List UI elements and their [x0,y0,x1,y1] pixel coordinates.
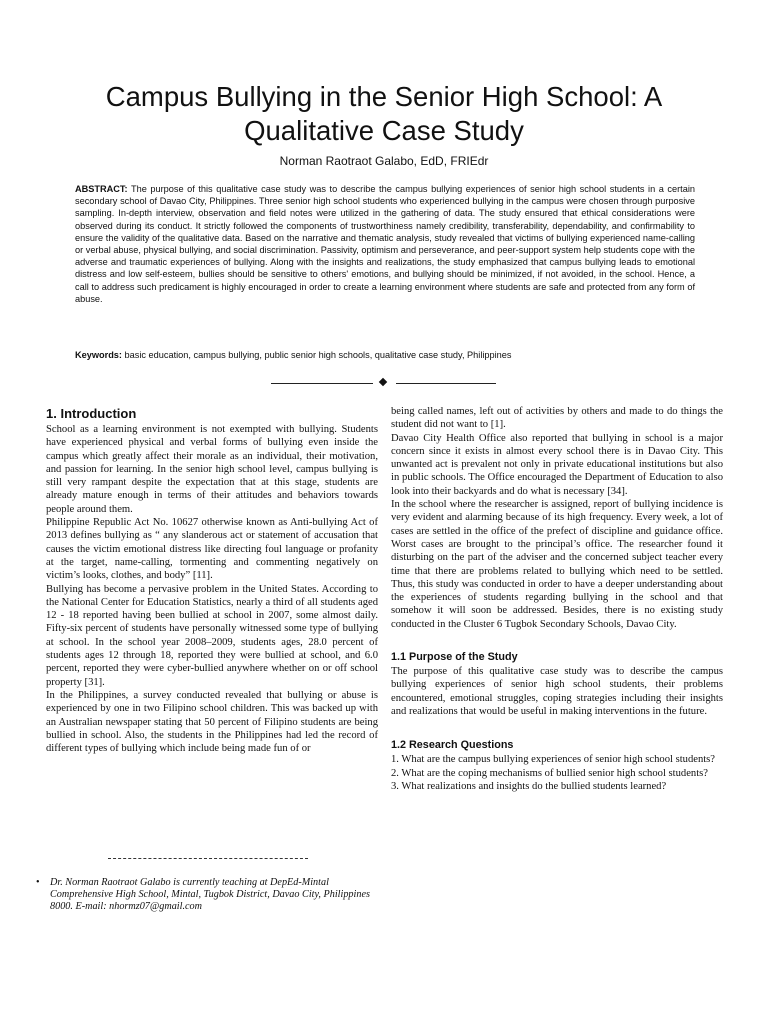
section-heading-introduction: 1. Introduction [46,406,137,421]
author-footnote [36,877,376,913]
footnote-separator [108,858,308,859]
footnote-text: Dr. Norman Raotraot Galabo is currently teaching at DepEd-Mintal Comprehensive High School, Mintal, Tugbok District, Davao City, Philippines 8000. E-mail: nhormz07@gmail.com [50,877,370,912]
footnote-bullet-icon: • [36,877,40,888]
keywords-label: Keywords: [75,350,122,360]
body-paragraph: In the school where the researcher is assigned, report of bullying incidence is very evident and alarming because of its high frequency. Every week, a lot of cases are settled in the office of the prefect of discipline and guidance office. Worst cases are brought to the principal’s office. The researcher found it disturbing on the part of the adviser and the concerned subject teacher every time that there are problems related to bullying which need to be settled. Thus, this study was conducted in order to have a deeper understanding about the experiences of students regarding bullying in the school and that somehow it will soon be addressed. Besides, there is no existing study conducted in the Cluster 6 Tugbok Secondary Schools, Davao City. [391,499,723,630]
research-question: 1. What are the campus bullying experiences of senior high school students? [391,754,716,766]
diamond-ornament-icon [379,378,387,386]
author-line: Norman Raotraot Galabo, EdD, FRIEdr [279,154,489,168]
divider-right [396,383,496,384]
divider-left [271,383,373,384]
left-column [46,405,378,755]
right-column [391,405,723,793]
keywords-text: basic education, campus bullying, public senior high schools, qualitative case study, Philippines [124,350,512,360]
purpose-paragraph: The purpose of this qualitative case study was to describe the campus bullying experiences of senior high school students, their problems encountered, emotional struggles, coping strategies including their insights and realizations that would be useful in making interventions in the future. [391,666,723,717]
abstract [75,183,695,305]
intro-paragraph: Bullying has become a pervasive problem in the United States. According to the National Center for Education Statistics, nearly a third of all students aged 12 - 18 reported having been bullied at school in 2007, some almost daily. Fifty-six percent of students have personally witnessed some type of bullying at school. In the school year 2008–2009, students ages, 28.0 percent of students ages 12 through 18, reported they were bullied at school, and 6.0 percent, reported they were cyber-bullied anywhere whether on or off school property [31]. [46,583,378,688]
keywords [75,349,695,361]
paper-title: Campus Bullying in the Senior High School: A Qualitative Case Study [105,81,663,146]
body-paragraph: being called names, left out of activities by others and made to do things the student did not want to [1]. [391,406,723,431]
research-question: 2. What are the coping mechanisms of bullied senior high school students? [391,767,708,779]
body-paragraph: Davao City Health Office also reported that bullying in school is a major concern since it exists in almost every school there is in Davao City. This unwanted act is prevalent not only in private educational institutions but also in public schools. The Office encouraged the Department of Education to also look into their backyards and do what is necessary [34]. [391,432,723,497]
intro-paragraph: School as a learning environment is not exempted with bullying. Students have experienced physical and verbal forms of bullying even inside the campus which greatly affect their morale as an individual, their motivation, and passion for learning. In the senior high school level, campus bullying is still very rampant despite the expectation that at this stage, students are already mature enough in terms of their attitudes and behaviors towards people around them. [46,424,378,515]
intro-paragraph: Philippine Republic Act No. 10627 otherwise known as Anti-bullying Act of 2013 defines bullying as “ any slanderous act or statement of accusation that causes the victim emotional distress like directing foul language or profanity at the target, name-calling, tormenting and commenting negatively on victim’s looks, clothes, and body” [11]. [46,517,378,582]
abstract-label: ABSTRACT: [75,184,128,194]
research-question: 3. What realizations and insights do the bullied students learned? [391,780,667,792]
section-heading-purpose: 1.1 Purpose of the Study [391,651,518,664]
intro-paragraph: In the Philippines, a survey conducted revealed that bullying or abuse is experienced by one in two Filipino school children. This was backed up with an Australian newspaper stating that 50 percent of Filipino students are being bullied in school. Also, the students in the Philippines had led the record of different types of bullying which include being made fun of or [46,689,378,755]
abstract-text: The purpose of this qualitative case study was to describe the campus bullying experiences of senior high school students in a certain secondary school of Davao City, Philippines. Three senior high school students who experienced bullying in the campus were chosen through purposive sampling. In-depth interview, observation and field notes were utilized in the gathering of data. The study ensured that ethical considerations were observed during its conduct. It strictly followed the components of trustworthiness namely credibility, transferability, dependability, and confirmability to ensure the validity of the qualitative data. Based on the narrative and thematic analysis, study revealed that victims of bullying experienced name-calling or verbal abuse, physical bullying, and social discrimination. Passivity, optimism and perseverance, and peer-support system help students cope with the adverse and traumatic experiences of bullying. Along with the insights and realizations, the study emphasized that campus bullying leads to emotional distress and low self-esteem, bullies should be sensitive to others' emotions, and bullying should be minimized, if not avoided, in the school. Hence, a call to address such predicament is highly encouraged in order to create a learning environment where students are safe and protected from any form of abuse. [75,184,695,304]
section-heading-research-questions: 1.2 Research Questions [391,739,514,752]
